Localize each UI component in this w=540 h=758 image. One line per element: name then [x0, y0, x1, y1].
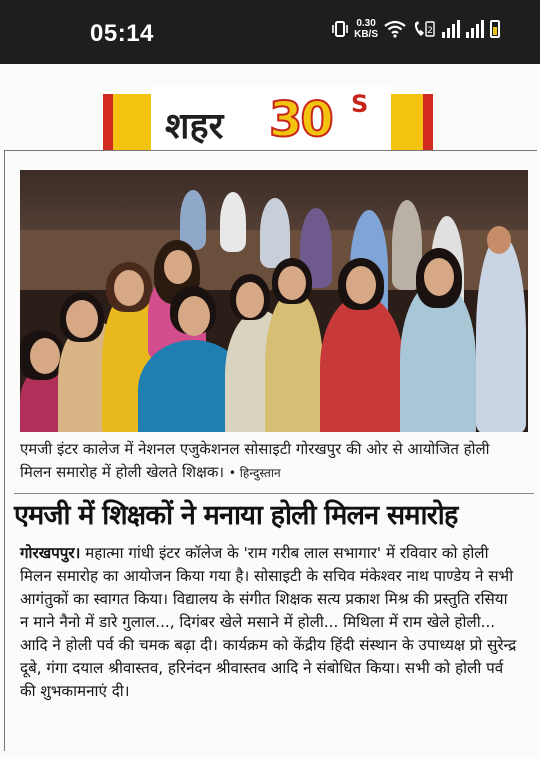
- section-banner: [103, 86, 433, 152]
- person-face: [424, 258, 454, 296]
- article-body-text: महात्मा गांधी इंटर कॉलेज के 'राम गरीब लाल सभागार' में रविवार को होली मिलन समारोह का आयोजन किया गया है। सोसाइटी के सचिव मंकेश्वर नाथ पाण्डेय ने सभी आगंतुकों का स्वागत किया। विद्यालय के संगीत शिक्षक सत्य प्रकाश मिश्र की प्रस्तुति रसिया न माने नैनो में डारे गुलाल..., दिगंबर खेले मसाने में होली... मिथिला में राम खेले होली... आदि ने होली पर्व की चमक बढ़ा दी। कार्यक्रम को केंद्रीय हिंदी संस्थान के उपाध्यक्ष प्रो सुरेन्द्र दूबे, गंगा दयाल श्रीवास्तव, हरिनंदन श्रीवास्तव आदि ने संबोधित किया। सभी को होली पर्व की शुभकामनाएं दी।: [20, 544, 517, 700]
- signal-icon: [442, 20, 460, 38]
- caption-text: एमजी इंटर कालेज में नेशनल एजुकेशनल सोसाइटी गोरखपुर की ओर से आयोजित होली मिलन समारोह में होली खेलते शिक्षक।: [20, 440, 490, 481]
- person-face: [66, 300, 98, 338]
- network-speed: [354, 18, 378, 40]
- status-time: 05:14: [90, 20, 154, 47]
- person-face: [487, 226, 511, 254]
- person-face: [346, 266, 376, 304]
- network-speed-unit: KB/S: [354, 29, 378, 40]
- person-face: [278, 266, 306, 300]
- article-headline: एमजी में शिक्षकों ने मनाया होली मिलन समारोह: [14, 500, 458, 531]
- article-dateline: गोरखपपुर।: [20, 544, 81, 562]
- person-figure: [220, 192, 246, 252]
- status-icons: [332, 18, 500, 40]
- banner-red-edge-right: [423, 94, 433, 150]
- person-figure: [260, 198, 290, 268]
- news-photo: [20, 170, 528, 432]
- signal-icon: [466, 20, 484, 38]
- banner-suffix: S: [351, 90, 369, 118]
- divider: [14, 493, 534, 494]
- banner-word: शहर: [165, 106, 224, 147]
- status-bar: [0, 0, 540, 64]
- battery-icon: [490, 20, 500, 38]
- article-body: [20, 542, 520, 703]
- person-face: [164, 250, 192, 284]
- person-face: [30, 338, 60, 374]
- person-face: [114, 270, 144, 306]
- vibrate-icon: [332, 20, 348, 38]
- newspaper-clipping: [0, 64, 540, 758]
- caption-source: • हिन्दुस्तान: [228, 466, 281, 480]
- person-figure: [476, 234, 526, 432]
- wifi-icon: [384, 20, 406, 38]
- volte-call-icon: [412, 20, 436, 38]
- svg-text:2: 2: [427, 26, 433, 36]
- person-figure: [320, 295, 404, 432]
- banner-red-edge-left: [103, 94, 113, 150]
- photo-caption: [20, 438, 520, 485]
- person-figure: [265, 290, 323, 432]
- person-face: [178, 296, 210, 336]
- person-face: [236, 282, 264, 318]
- banner-number: 30: [269, 92, 332, 148]
- network-speed-value: 0.30: [356, 18, 376, 29]
